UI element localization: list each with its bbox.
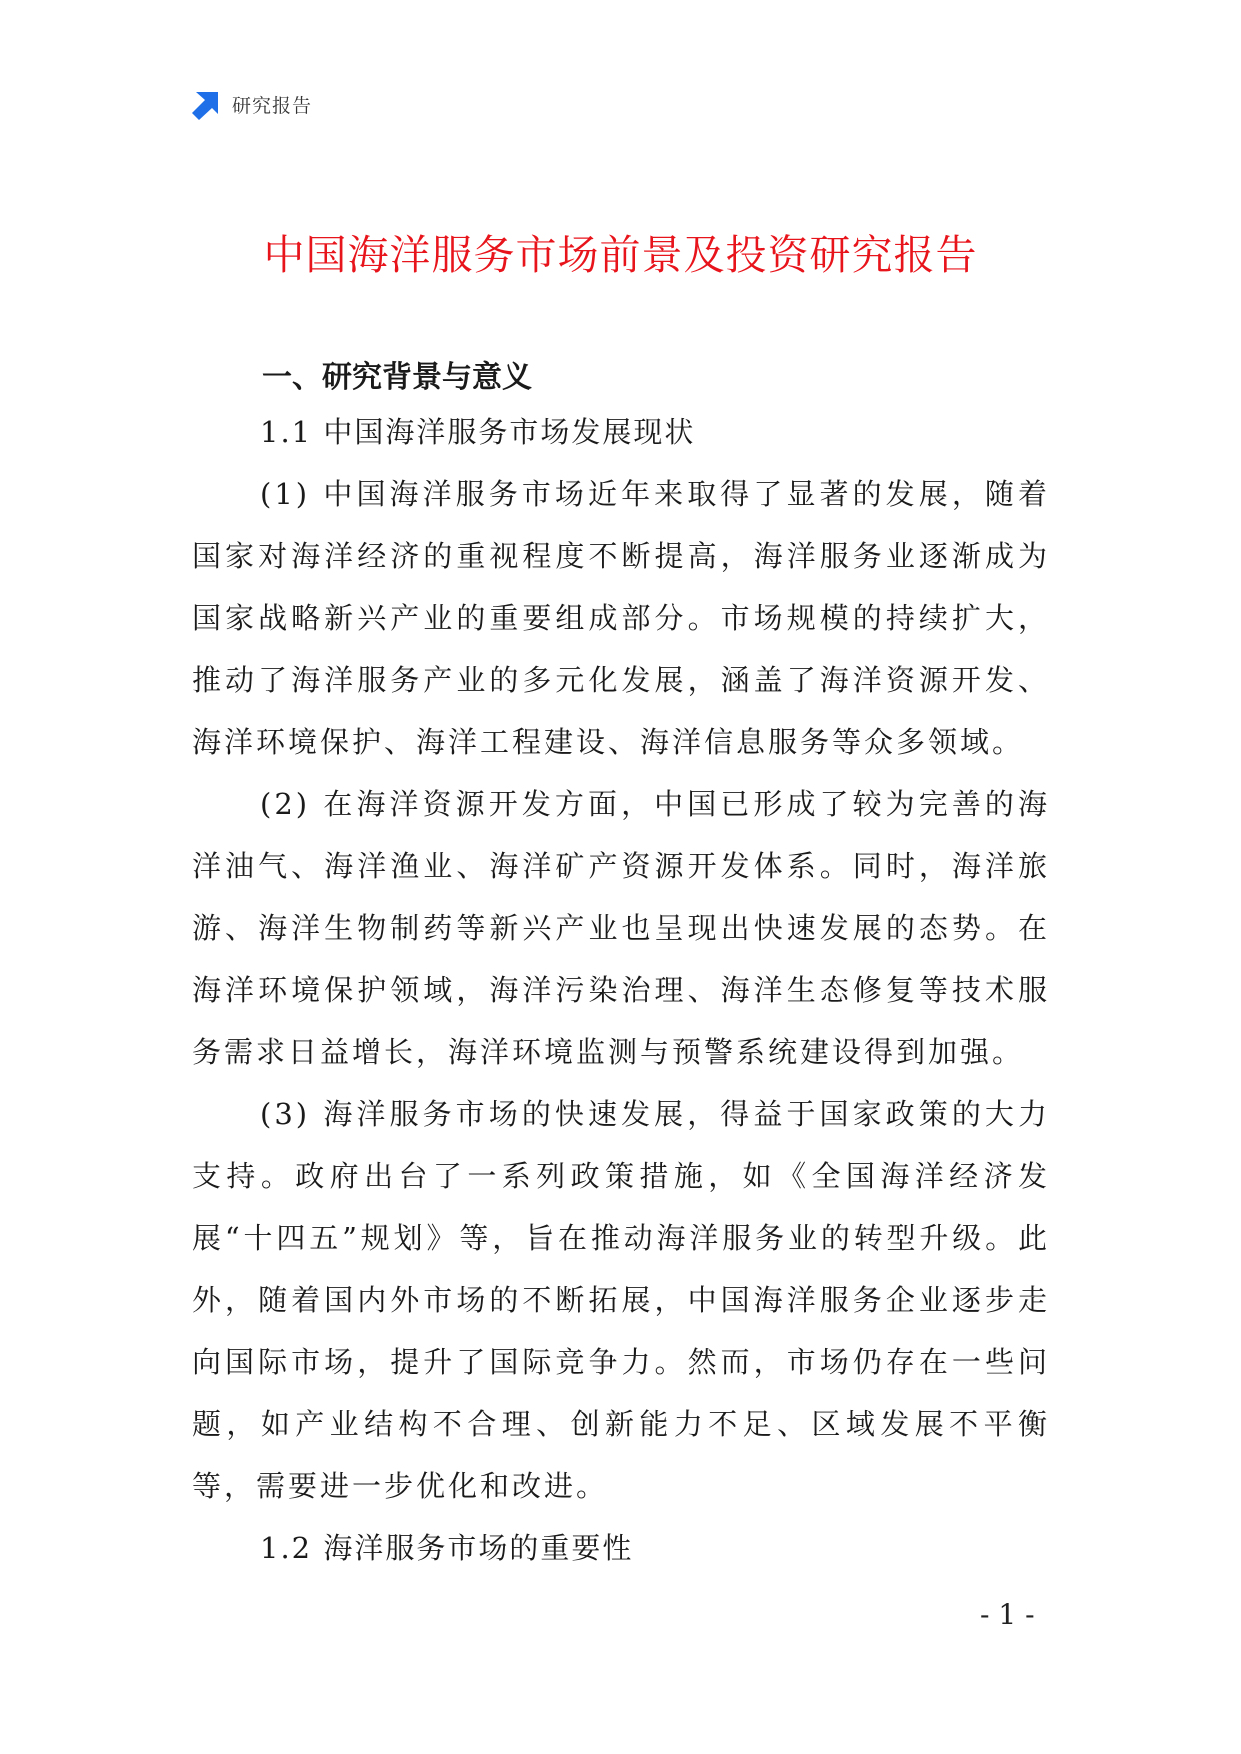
page-number: - 1 - <box>980 1598 1035 1631</box>
document-body <box>192 355 1050 1579</box>
paragraph: (2) 在海洋资源开发方面，中国已形成了较为完善的海洋油气、海洋渔业、海洋矿产资源开发体系。同时，海洋旅游、海洋生物制药等新兴产业也呈现出快速发展的态势。在海洋环境保护领域，海洋污染治理、海洋生态修复等技术服务需求日益增长，海洋环境监测与预警系统建设得到加强。 <box>192 787 1050 1069</box>
document-title: 中国海洋服务市场前景及投资研究报告 <box>263 231 978 279</box>
paragraph: (3) 海洋服务市场的快速发展，得益于国家政策的大力支持。政府出台了一系列政策措施，如《全国海洋经济发展“十四五”规划》等，旨在推动海洋服务业的转型升级。此外，随着国内外市场的不断拓展，中国海洋服务企业逐步走向国际市场，提升了国际竞争力。然而，市场仍存在一些问题，如产业结构不合理、创新能力不足、区域发展不平衡等，需要进一步优化和改进。 <box>192 1097 1050 1503</box>
arrow-up-right-icon <box>190 88 222 120</box>
page-header <box>190 86 312 122</box>
subsection-heading: 1.2 海洋服务市场的重要性 <box>260 1531 634 1565</box>
section-heading: 一、研究背景与意义 <box>262 360 532 395</box>
header-label: 研究报告 <box>232 94 313 117</box>
subsection-heading: 1.1 中国海洋服务市场发展现状 <box>260 415 696 449</box>
paragraph: (1) 中国海洋服务市场近年来取得了显著的发展，随着国家对海洋经济的重视程度不断提高，海洋服务业逐渐成为国家战略新兴产业的重要组成部分。市场规模的持续扩大，推动了海洋服务产业的多元化发展，涵盖了海洋资源开发、海洋环境保护、海洋工程建设、海洋信息服务等众多领域。 <box>192 477 1050 759</box>
